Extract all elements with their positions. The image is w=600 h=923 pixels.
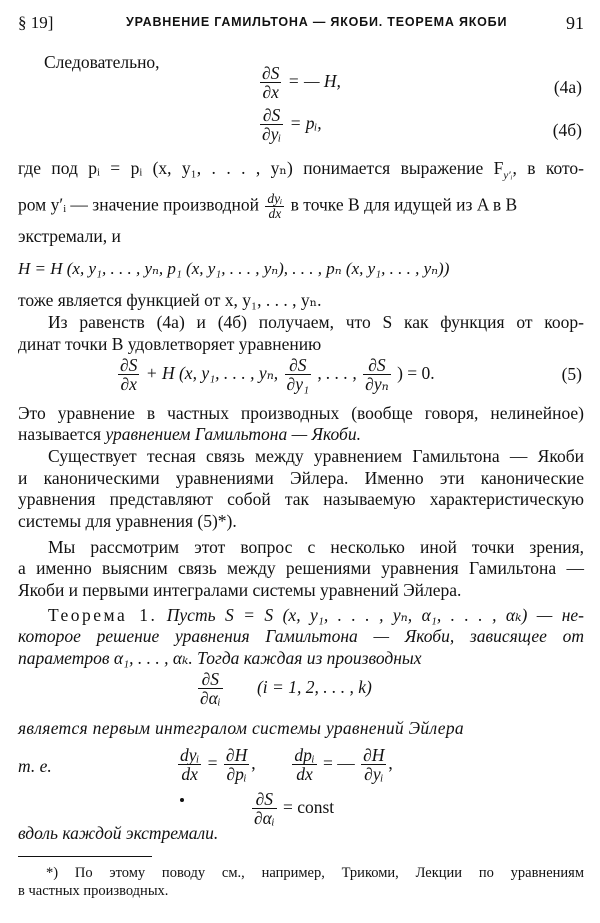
- equation-const: $\frac{\partial S}{\text{∂αᵢ}}$ = const: [254, 789, 335, 829]
- text-line-p5a: Из равенств (4а) и (4б) получаем, что S как функция от коор-: [48, 312, 584, 332]
- text-line-p2: ром y′ᵢ — значение производной $\frac{\text{dyᵢ}}{dx}$ в точке B для идущей из A в B: [18, 191, 518, 222]
- fraction-dS-dai: $\frac{\partial S}{\text{∂αᵢ}}$: [200, 669, 221, 709]
- ink-speck: [180, 798, 184, 802]
- theorem-line-3: параметров α₁, . . . , αₖ. Тогда каждая из производных: [18, 648, 422, 668]
- theorem-line-4: является первым интегралом системы уравнений Эйлера: [18, 718, 464, 738]
- eq4b-label: (4б): [552, 120, 582, 140]
- text-line-p8-1: Мы рассмотрим этот вопрос с несколько иной точки зрения,: [48, 537, 584, 557]
- intro-word: Следовательно,: [44, 52, 160, 72]
- text-line-p7-2: и каноническими уравнениями Эйлера. Именно эти канонические: [18, 468, 584, 488]
- eq5-label: (5): [561, 364, 582, 384]
- fraction-dH-dpi: $\frac{\partial H}{\text{∂pᵢ}}$: [225, 745, 248, 785]
- footnote-line-1: *) По этому поводу см., например, Трикоми, Лекции по уравнениям: [46, 865, 584, 881]
- eq4a-label: (4а): [553, 77, 582, 97]
- text-line-p7-4: системы для уравнения (5)*).: [18, 511, 237, 531]
- text-line-p5b: динат точки B удовлетворяет уравнению: [18, 334, 322, 354]
- fraction-dpi-dx: $\frac{\text{dpᵢ}}{dx}$: [294, 745, 315, 785]
- text-line-p7-1: Существует тесная связь между уравнением Гамильтона — Якоби: [48, 446, 584, 466]
- fraction-dH-dyi: $\frac{\partial H}{\text{∂yᵢ}}$: [363, 745, 385, 785]
- text-line-p6b: называется уравнением Гамильтона — Якоби.: [18, 424, 361, 444]
- fraction-dyi-dx-euler: $\frac{\text{dyᵢ}}{dx}$: [180, 745, 200, 785]
- text-line-p8-3: Якоби и первыми интегралами системы уравнений Эйлера.: [18, 580, 462, 600]
- euler-equations: $\frac{\text{dyᵢ}}{dx}$ = $\frac{\partial H}{\text{∂pᵢ}}$ , $\frac{\text{dpᵢ}}{dx}$ = — $\frac{\partial H}{\text{∂yᵢ}}$ ,: [180, 745, 393, 785]
- eq4a-rhs: = — H,: [287, 70, 341, 91]
- equation-H: H = H (x, y₁, . . . , yₙ, p₁ (x, y₁, . . . , yₙ), . . . , pₙ (x, y₁, . . . , yₙ)): [18, 259, 450, 278]
- running-header: [18, 12, 584, 34]
- te-abbrev: т. е.: [18, 756, 52, 776]
- theorem-line-1: Теорема 1. Пусть S = S (x, y₁, . . . , yₙ, α₁, . . . , αₖ) — не-: [48, 605, 584, 625]
- text-line-p8-2: а именно выясним связь между решениями уравнения Гамильтона —: [18, 558, 584, 578]
- fraction-dS-dy1: $\frac{\partial S}{\text{∂y₁}}$: [286, 355, 310, 395]
- footnote-line-2: в частных производных.: [18, 883, 169, 899]
- theorem-line-2: которое решение уравнения Гамильтона — Якоби, зависящее от: [18, 626, 584, 646]
- running-title: УРАВНЕНИЕ ГАМИЛЬТОНА — ЯКОБИ. ТЕОРЕМА ЯКОБИ: [126, 15, 508, 29]
- text-line-p7-3: уравнения представляют собой так называемую характеристическую: [18, 489, 584, 509]
- fraction-dS-dyn: $\frac{\partial S}{\text{∂yₙ}}$: [365, 355, 389, 395]
- fraction-dS-dx: $\frac{\partial S}{\partial x}$: [262, 63, 280, 103]
- footnote-rule: [18, 856, 152, 857]
- fraction-dS-dai-const: $\frac{\partial S}{\text{∂αᵢ}}$: [254, 789, 275, 829]
- index-range: (i = 1, 2, . . . , k): [256, 676, 372, 697]
- theorem-label: Теорема 1.: [48, 605, 158, 625]
- page-number: 91: [566, 13, 584, 33]
- section-number: § 19]: [18, 13, 54, 32]
- fraction-dS-dyi: $\frac{\partial S}{\text{∂yᵢ}}$: [262, 105, 282, 145]
- equation-4b: [258, 106, 322, 144]
- eq4b-rhs: = pᵢ,: [289, 112, 322, 133]
- fraction-dyi-dx: $\frac{\text{dyᵢ}}{dx}$: [267, 191, 283, 222]
- equation-5: $\frac{\partial S}{\partial x}$ + H (x, y₁, . . . , yₙ, $\frac{\partial S}{\text{∂y₁}}$ , . . . , $\frac{\partial S}{\text{∂yₙ}}$ ) = 0.: [120, 355, 435, 395]
- theorem-end: вдоль каждой экстремали.: [18, 823, 219, 843]
- text-line-p1: где под pᵢ = pᵢ (x, y₁, . . . , yₙ) понимается выражение $F_{y'ᵢ}$, в кото-: [18, 158, 584, 182]
- text-line-p4: тоже является функцией от x, y₁, . . . , yₙ.: [18, 290, 322, 310]
- equation-4a: [258, 64, 341, 102]
- fraction-dS-dx-5: $\frac{\partial S}{\partial x}$: [120, 355, 138, 395]
- text-line-p3: экстремали, и: [18, 226, 121, 246]
- equation-dS-dai: [196, 670, 372, 708]
- text-line-p6a: Это уравнение в частных производных (вообще говоря, нелинейное): [18, 403, 584, 423]
